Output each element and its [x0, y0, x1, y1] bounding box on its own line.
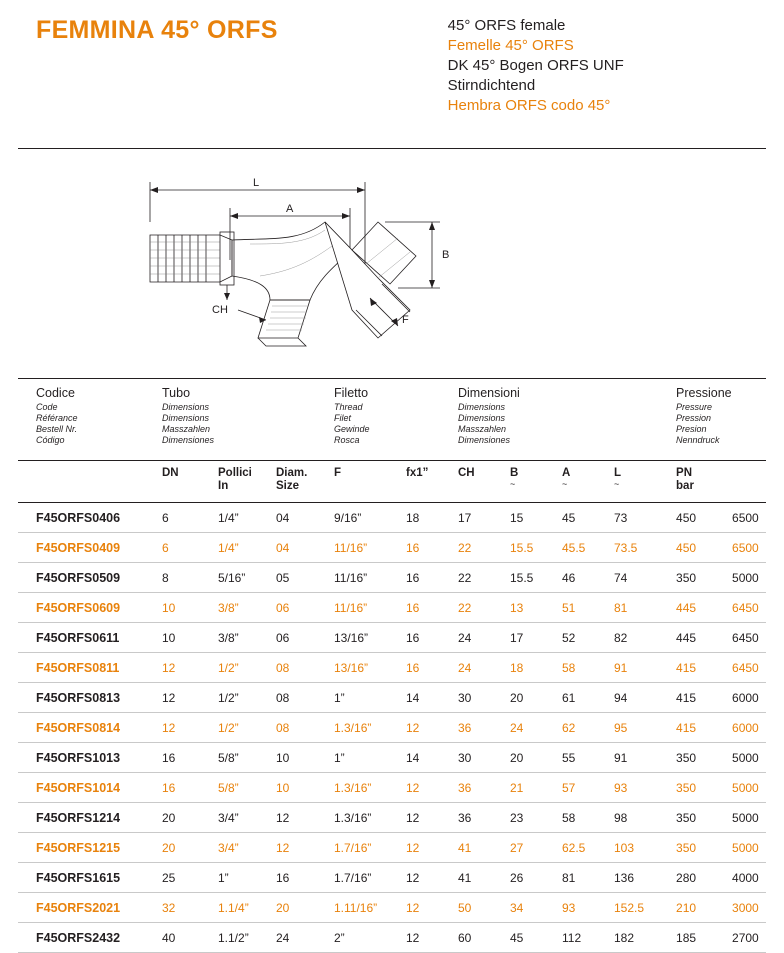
cell-value: 3/4” — [200, 833, 258, 863]
cell-value: 12 — [144, 713, 200, 743]
cell-value: 24 — [440, 623, 492, 653]
cell-value: 6 — [144, 533, 200, 563]
colhead-diam-l2: Size — [276, 480, 300, 492]
cell-value: 2” — [316, 923, 388, 953]
table-row — [18, 503, 766, 533]
cell-value: 10 — [144, 593, 200, 623]
table-row — [18, 803, 766, 833]
cell-value: 1.1/4” — [200, 893, 258, 923]
cell-value: 2700 — [714, 923, 766, 953]
subtitle-es: Hembra ORFS codo 45° — [447, 97, 611, 114]
cell-value: 23 — [492, 803, 544, 833]
table-row — [18, 653, 766, 683]
group-pressione-title: Pressione — [676, 386, 732, 400]
cell-value: 62 — [544, 713, 596, 743]
group-pressione-sub1: Pressure — [676, 402, 713, 412]
colhead-pn-l2: bar — [676, 480, 694, 492]
cell-value: 3/8” — [200, 593, 258, 623]
cell-value: 5000 — [714, 773, 766, 803]
cell-value: 5000 — [714, 833, 766, 863]
dim-label-l: L — [253, 177, 260, 189]
cell-value: 445 — [658, 593, 714, 623]
dim-label-ch: CH — [212, 304, 228, 316]
cell-value: 415 — [658, 683, 714, 713]
cell-code: F45ORFS2432 — [18, 923, 144, 953]
colhead-fx1 — [388, 461, 440, 503]
cell-value: 93 — [544, 893, 596, 923]
group-codice-title: Codice — [36, 386, 75, 400]
colhead-a-approx: ~ — [562, 479, 568, 489]
dim-label-f: F — [402, 314, 409, 326]
cell-value: 450 — [658, 533, 714, 563]
cell-value: 58 — [544, 803, 596, 833]
table-row — [18, 893, 766, 923]
cell-code: F45ORFS1214 — [18, 803, 144, 833]
cell-value: 1.1/2” — [200, 923, 258, 953]
dim-label-b: B — [442, 249, 450, 261]
cell-value: 6500 — [714, 533, 766, 563]
cell-value: 55 — [544, 743, 596, 773]
cell-value: 350 — [658, 803, 714, 833]
group-codice-sub2: Référance — [36, 413, 78, 423]
cell-value: 16 — [388, 653, 440, 683]
cell-value: 6500 — [714, 503, 766, 533]
cell-value: 94 — [596, 683, 658, 713]
cell-value: 350 — [658, 773, 714, 803]
cell-value: 22 — [440, 593, 492, 623]
cell-value: 24 — [492, 713, 544, 743]
cell-value: 34 — [492, 893, 544, 923]
cell-value: 20 — [258, 893, 316, 923]
cell-value: 91 — [596, 743, 658, 773]
cell-value: 6450 — [714, 623, 766, 653]
cell-value: 05 — [258, 563, 316, 593]
cell-code: F45ORFS0813 — [18, 683, 144, 713]
cell-value: 1.3/16” — [316, 713, 388, 743]
cell-code: F45ORFS0509 — [18, 563, 144, 593]
cell-value: 12 — [388, 923, 440, 953]
cell-value: 51 — [544, 593, 596, 623]
cell-value: 21 — [492, 773, 544, 803]
cell-value: 13/16” — [316, 653, 388, 683]
colhead-b — [492, 461, 544, 503]
cell-value: 15.5 — [492, 533, 544, 563]
colhead-dn-l1: DN — [162, 467, 179, 479]
cell-value: 04 — [258, 503, 316, 533]
cell-value: 3/4” — [200, 803, 258, 833]
colhead-pn — [658, 461, 714, 503]
colhead-pn-l1: PN — [676, 467, 693, 479]
cell-value: 5000 — [714, 743, 766, 773]
cell-value: 3/8” — [200, 623, 258, 653]
cell-value: 30 — [440, 683, 492, 713]
cell-value: 18 — [388, 503, 440, 533]
cell-value: 12 — [388, 833, 440, 863]
cell-value: 16 — [388, 563, 440, 593]
cell-value: 12 — [388, 773, 440, 803]
cell-value: 73.5 — [596, 533, 658, 563]
cell-value: 36 — [440, 773, 492, 803]
cell-value: 1/4” — [200, 533, 258, 563]
cell-value: 60 — [440, 923, 492, 953]
cell-value: 10 — [144, 623, 200, 653]
colhead-pollici-l2: In — [218, 480, 229, 492]
group-pressione-sub4: Nenndruck — [676, 435, 720, 445]
colhead-a-l1: A — [562, 467, 571, 479]
cell-value: 25 — [144, 863, 200, 893]
cell-value: 52 — [544, 623, 596, 653]
cell-value: 06 — [258, 623, 316, 653]
cell-value: 4000 — [714, 863, 766, 893]
cell-value: 5/16” — [200, 563, 258, 593]
group-dimensioni — [440, 379, 658, 461]
cell-code: F45ORFS0611 — [18, 623, 144, 653]
cell-value: 3000 — [714, 893, 766, 923]
group-filetto-sub1: Thread — [334, 402, 363, 412]
cell-value: 12 — [144, 683, 200, 713]
colhead-l-l1: L — [614, 467, 622, 479]
cell-code: F45ORFS0409 — [18, 533, 144, 563]
cell-value: 1” — [316, 683, 388, 713]
group-tubo — [144, 379, 316, 461]
cell-value: 45 — [492, 923, 544, 953]
group-tubo-sub1: Dimensions — [162, 402, 210, 412]
colhead-psi — [714, 461, 766, 503]
cell-value: 74 — [596, 563, 658, 593]
dim-label-a: A — [286, 203, 294, 215]
cell-value: 210 — [658, 893, 714, 923]
cell-value: 15 — [492, 503, 544, 533]
cell-value: 18 — [492, 653, 544, 683]
table-row — [18, 623, 766, 653]
table-row — [18, 683, 766, 713]
group-pressione-sub2: Pression — [676, 413, 712, 423]
header-divider — [18, 148, 766, 149]
cell-value: 27 — [492, 833, 544, 863]
colhead-pollici-l1: Pollici — [218, 467, 252, 479]
cell-value: 13/16” — [316, 623, 388, 653]
cell-code: F45ORFS0609 — [18, 593, 144, 623]
colhead-b-l1: B — [510, 467, 519, 479]
cell-value: 16 — [388, 623, 440, 653]
cell-value: 06 — [258, 593, 316, 623]
group-tubo-title: Tubo — [162, 386, 191, 400]
cell-value: 58 — [544, 653, 596, 683]
subtitle-de-2: Stirndichtend — [447, 77, 536, 94]
colhead-ch — [440, 461, 492, 503]
cell-value: 450 — [658, 503, 714, 533]
cell-value: 1.11/16” — [316, 893, 388, 923]
table-row — [18, 713, 766, 743]
spec-table-wrap — [18, 378, 766, 953]
subtitle-de-1: DK 45° Bogen ORFS UNF — [447, 57, 624, 74]
cell-value: 1/2” — [200, 713, 258, 743]
colhead-l — [596, 461, 658, 503]
cell-value: 73 — [596, 503, 658, 533]
cell-value: 36 — [440, 713, 492, 743]
group-codice-sub1: Code — [36, 402, 58, 412]
cell-value: 24 — [440, 653, 492, 683]
cell-value: 26 — [492, 863, 544, 893]
cell-value: 112 — [544, 923, 596, 953]
group-codice-sub4: Código — [36, 435, 65, 445]
cell-value: 350 — [658, 563, 714, 593]
cell-value: 5/8” — [200, 773, 258, 803]
colhead-pollici — [200, 461, 258, 503]
cell-value: 40 — [144, 923, 200, 953]
colhead-b-approx: ~ — [510, 479, 516, 489]
cell-value: 5/8” — [200, 743, 258, 773]
cell-value: 6450 — [714, 653, 766, 683]
cell-value: 13 — [492, 593, 544, 623]
cell-value: 57 — [544, 773, 596, 803]
cell-value: 415 — [658, 653, 714, 683]
cell-code: F45ORFS1215 — [18, 833, 144, 863]
cell-code: F45ORFS1013 — [18, 743, 144, 773]
cell-code: F45ORFS0406 — [18, 503, 144, 533]
colhead-dn — [144, 461, 200, 503]
cell-value: 12 — [144, 653, 200, 683]
table-row — [18, 773, 766, 803]
cell-code: F45ORFS1014 — [18, 773, 144, 803]
cell-value: 82 — [596, 623, 658, 653]
group-filetto-title: Filetto — [334, 386, 369, 400]
cell-value: 14 — [388, 683, 440, 713]
cell-value: 20 — [492, 683, 544, 713]
cell-value: 91 — [596, 653, 658, 683]
group-header-row — [18, 379, 766, 461]
group-pressione — [658, 379, 766, 461]
cell-value: 6450 — [714, 593, 766, 623]
cell-value: 30 — [440, 743, 492, 773]
cell-value: 11/16” — [316, 593, 388, 623]
cell-value: 12 — [388, 893, 440, 923]
cell-value: 45 — [544, 503, 596, 533]
group-dimensioni-sub3: Masszahlen — [458, 424, 507, 434]
spec-table-head — [18, 379, 766, 503]
cell-value: 1” — [200, 863, 258, 893]
cell-value: 5000 — [714, 563, 766, 593]
cell-value: 41 — [440, 863, 492, 893]
group-tubo-sub4: Dimensiones — [162, 435, 215, 445]
cell-value: 1.3/16” — [316, 773, 388, 803]
column-header-row — [18, 461, 766, 503]
page-header — [0, 0, 784, 116]
colhead-f — [316, 461, 388, 503]
cell-value: 445 — [658, 623, 714, 653]
cell-value: 08 — [258, 653, 316, 683]
group-codice-sub3: Bestell Nr. — [36, 424, 78, 434]
cell-value: 16 — [258, 863, 316, 893]
cell-value: 1/2” — [200, 653, 258, 683]
cell-value: 62.5 — [544, 833, 596, 863]
spec-table-body — [18, 503, 766, 953]
table-row — [18, 593, 766, 623]
table-row — [18, 923, 766, 953]
cell-value: 22 — [440, 563, 492, 593]
colhead-fx1-l1: fx1” — [406, 467, 429, 479]
cell-value: 32 — [144, 893, 200, 923]
cell-code: F45ORFS1615 — [18, 863, 144, 893]
cell-value: 1/2” — [200, 683, 258, 713]
cell-value: 46 — [544, 563, 596, 593]
cell-value: 14 — [388, 743, 440, 773]
subtitle-en: 45° ORFS female — [447, 17, 566, 34]
colhead-diam — [258, 461, 316, 503]
cell-value: 136 — [596, 863, 658, 893]
cell-value: 81 — [596, 593, 658, 623]
cell-value: 16 — [388, 593, 440, 623]
cell-value: 185 — [658, 923, 714, 953]
subtitle-fr: Femelle 45° ORFS — [447, 37, 574, 54]
cell-value: 182 — [596, 923, 658, 953]
cell-value: 98 — [596, 803, 658, 833]
cell-value: 17 — [440, 503, 492, 533]
cell-code: F45ORFS2021 — [18, 893, 144, 923]
cell-value: 10 — [258, 743, 316, 773]
group-codice — [18, 379, 144, 461]
cell-value: 93 — [596, 773, 658, 803]
cell-value: 24 — [258, 923, 316, 953]
table-row — [18, 863, 766, 893]
cell-value: 1.7/16” — [316, 833, 388, 863]
cell-value: 50 — [440, 893, 492, 923]
cell-value: 20 — [144, 833, 200, 863]
cell-code: F45ORFS0811 — [18, 653, 144, 683]
cell-value: 12 — [388, 713, 440, 743]
page-title: FEMMINA 45° ORFS — [36, 16, 278, 44]
group-dimensioni-sub2: Dimensions — [458, 413, 506, 423]
group-filetto-sub3: Gewinde — [334, 424, 370, 434]
cell-value: 08 — [258, 683, 316, 713]
group-pressione-sub3: Presion — [676, 424, 707, 434]
cell-value: 1/4” — [200, 503, 258, 533]
cell-value: 11/16” — [316, 533, 388, 563]
group-dimensioni-title: Dimensioni — [458, 386, 520, 400]
cell-value: 12 — [258, 803, 316, 833]
cell-value: 16 — [144, 773, 200, 803]
cell-value: 350 — [658, 833, 714, 863]
group-tubo-sub3: Masszahlen — [162, 424, 211, 434]
colhead-diam-l1: Diam. — [276, 467, 308, 479]
colhead-f-l1: F — [334, 467, 342, 479]
cell-value: 9/16” — [316, 503, 388, 533]
cell-value: 280 — [658, 863, 714, 893]
cell-value: 95 — [596, 713, 658, 743]
table-row — [18, 533, 766, 563]
cell-value: 61 — [544, 683, 596, 713]
cell-value: 20 — [492, 743, 544, 773]
colhead-l-approx: ~ — [614, 479, 620, 489]
cell-value: 5000 — [714, 803, 766, 833]
cell-value: 11/16” — [316, 563, 388, 593]
group-filetto-sub2: Filet — [334, 413, 352, 423]
group-dimensioni-sub4: Dimensiones — [458, 435, 511, 445]
colhead-ch-l1: CH — [458, 467, 475, 479]
cell-value: 16 — [144, 743, 200, 773]
table-row — [18, 833, 766, 863]
cell-value: 08 — [258, 713, 316, 743]
cell-value: 12 — [258, 833, 316, 863]
cell-value: 350 — [658, 743, 714, 773]
group-filetto-sub4: Rosca — [334, 435, 360, 445]
cell-value: 16 — [388, 533, 440, 563]
group-dimensioni-sub1: Dimensions — [458, 402, 506, 412]
product-drawing — [120, 160, 500, 370]
cell-value: 22 — [440, 533, 492, 563]
cell-value: 81 — [544, 863, 596, 893]
cell-value: 12 — [388, 803, 440, 833]
cell-value: 6 — [144, 503, 200, 533]
cell-value: 20 — [144, 803, 200, 833]
cell-value: 17 — [492, 623, 544, 653]
cell-value: 10 — [258, 773, 316, 803]
cell-value: 12 — [388, 863, 440, 893]
cell-value: 41 — [440, 833, 492, 863]
cell-value: 1” — [316, 743, 388, 773]
table-row — [18, 563, 766, 593]
cell-value: 45.5 — [544, 533, 596, 563]
table-row — [18, 743, 766, 773]
colhead-a — [544, 461, 596, 503]
cell-value: 15.5 — [492, 563, 544, 593]
subtitle-list — [448, 16, 624, 116]
cell-value: 8 — [144, 563, 200, 593]
cell-value: 103 — [596, 833, 658, 863]
cell-value: 1.3/16” — [316, 803, 388, 833]
cell-value: 04 — [258, 533, 316, 563]
cell-value: 6000 — [714, 713, 766, 743]
cell-value: 1.7/16” — [316, 863, 388, 893]
cell-value: 152.5 — [596, 893, 658, 923]
group-tubo-sub2: Dimensions — [162, 413, 210, 423]
cell-value: 415 — [658, 713, 714, 743]
spec-table — [18, 378, 766, 953]
cell-code: F45ORFS0814 — [18, 713, 144, 743]
colhead-code — [18, 461, 144, 503]
cell-value: 6000 — [714, 683, 766, 713]
group-filetto — [316, 379, 440, 461]
cell-value: 36 — [440, 803, 492, 833]
